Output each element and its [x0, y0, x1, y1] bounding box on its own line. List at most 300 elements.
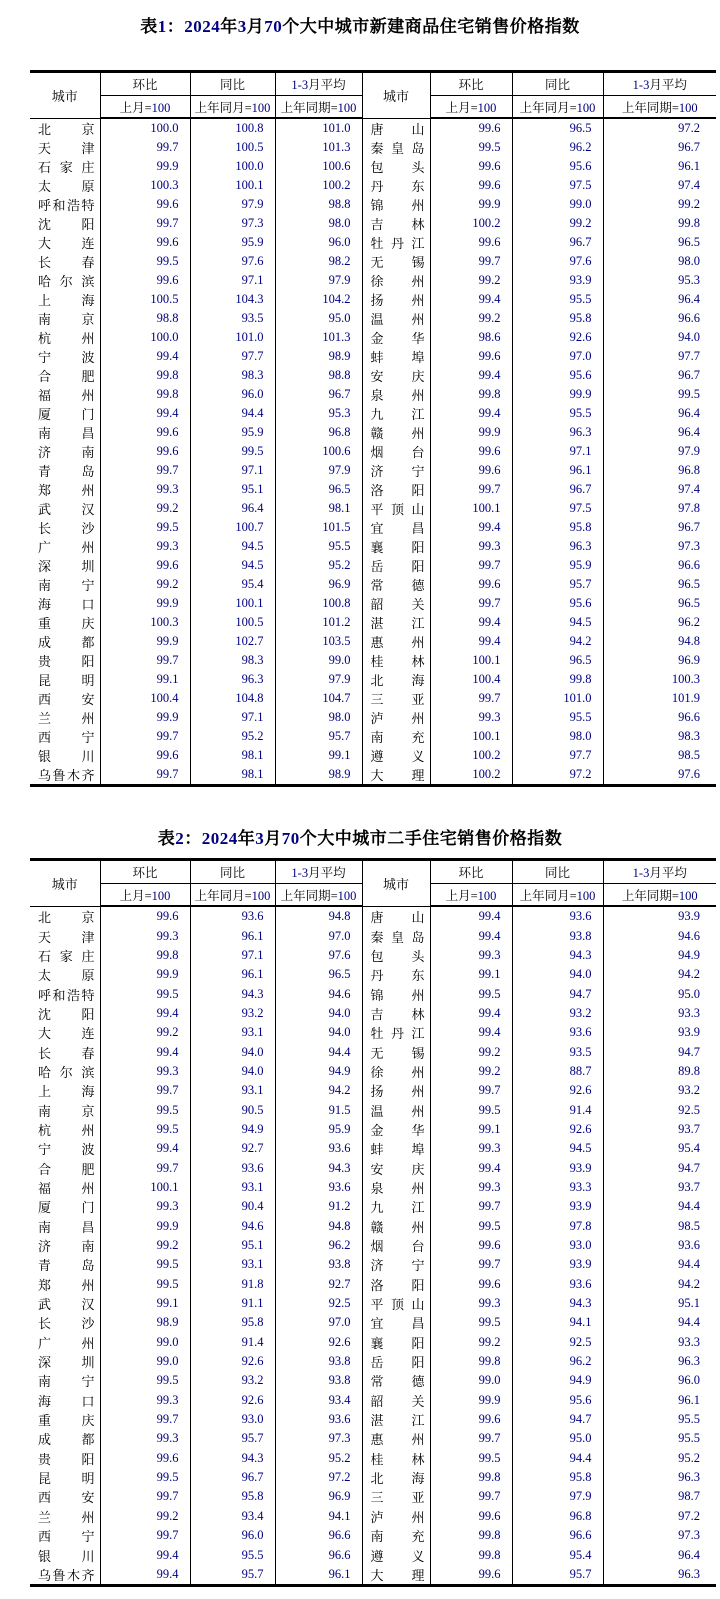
- index-value-cell: 93.3: [512, 1178, 603, 1197]
- index-value-cell: 99.6: [430, 575, 512, 594]
- index-value-cell: 95.8: [190, 1313, 275, 1332]
- city-name: 广 州: [38, 1335, 95, 1351]
- city-cell: [30, 594, 100, 613]
- city-name: 哈 尔 滨: [38, 1064, 95, 1080]
- table-row: [30, 366, 716, 385]
- column-subheader-yoy-base: 上年同月=100: [512, 96, 603, 119]
- city-cell: [30, 906, 100, 926]
- index-value-cell: 99.3: [430, 1294, 512, 1313]
- city-cell: [30, 404, 100, 423]
- index-value-cell: 99.2: [430, 1333, 512, 1352]
- city-name: 厦 门: [38, 406, 95, 422]
- city-cell: [362, 480, 430, 499]
- index-value-cell: 99.3: [100, 537, 190, 556]
- table-row: [30, 404, 716, 423]
- table-row: [30, 1120, 716, 1139]
- city-name: 上 海: [38, 292, 95, 308]
- city-name: 杭 州: [38, 1122, 95, 1138]
- index-value-cell: 96.6: [512, 1526, 603, 1545]
- index-value-cell: 99.6: [430, 1236, 512, 1255]
- city-cell: [362, 423, 430, 442]
- index-value-cell: 100.0: [100, 328, 190, 347]
- column-header-mom: 环比: [100, 72, 190, 96]
- city-name: 贵 阳: [38, 1451, 95, 1467]
- index-value-cell: 96.3: [603, 1468, 716, 1487]
- city-cell: [362, 309, 430, 328]
- city-cell: [30, 118, 100, 138]
- index-value-cell: 92.6: [512, 1081, 603, 1100]
- city-cell: [362, 1120, 430, 1139]
- city-cell: [362, 499, 430, 518]
- index-value-cell: 99.5: [430, 1100, 512, 1119]
- index-value-cell: 93.9: [603, 906, 716, 926]
- index-value-cell: 99.9: [100, 157, 190, 176]
- index-value-cell: 96.5: [603, 594, 716, 613]
- city-name: 乌 鲁 木 齐: [38, 767, 95, 783]
- index-value-cell: 90.4: [190, 1197, 275, 1216]
- city-cell: [362, 442, 430, 461]
- index-value-cell: 98.0: [603, 252, 716, 271]
- city-name: 成 都: [38, 634, 95, 650]
- index-value-cell: 94.5: [190, 556, 275, 575]
- city-cell: [30, 1526, 100, 1545]
- index-value-cell: 96.0: [190, 1526, 275, 1545]
- city-cell: [362, 1236, 430, 1255]
- index-value-cell: 104.7: [275, 689, 362, 708]
- city-name: 长 春: [38, 1045, 95, 1061]
- city-cell: [362, 537, 430, 556]
- table-row: [30, 556, 716, 575]
- index-value-cell: 93.9: [512, 1158, 603, 1177]
- index-value-cell: 99.5: [100, 1255, 190, 1274]
- index-value-cell: 99.1: [100, 1294, 190, 1313]
- index-value-cell: 96.7: [603, 366, 716, 385]
- index-value-cell: 92.7: [190, 1139, 275, 1158]
- city-cell: [362, 157, 430, 176]
- table-row: [30, 1158, 716, 1177]
- index-value-cell: 91.8: [190, 1275, 275, 1294]
- column-header-yoy: 同比: [512, 72, 603, 96]
- table-row: [30, 1313, 716, 1332]
- index-value-cell: 93.2: [512, 1004, 603, 1023]
- index-value-cell: 99.4: [430, 404, 512, 423]
- city-cell: [30, 1236, 100, 1255]
- index-value-cell: 95.6: [512, 1391, 603, 1410]
- city-name: 平 顶 山: [370, 1297, 425, 1313]
- index-value-cell: 98.1: [275, 499, 362, 518]
- index-value-cell: 93.5: [512, 1042, 603, 1061]
- city-name: 大 连: [38, 235, 95, 251]
- index-value-cell: 99.6: [100, 906, 190, 926]
- table-row: [30, 461, 716, 480]
- index-value-cell: 99.8: [100, 385, 190, 404]
- city-name: 三 亚: [370, 691, 425, 707]
- city-cell: [30, 214, 100, 233]
- index-value-cell: 99.3: [430, 946, 512, 965]
- index-value-cell: 96.0: [603, 1371, 716, 1390]
- city-cell: [30, 1333, 100, 1352]
- index-value-cell: 95.5: [512, 708, 603, 727]
- table-row: [30, 765, 716, 786]
- city-name: 西 安: [38, 1490, 95, 1506]
- index-value-cell: 94.2: [275, 1081, 362, 1100]
- city-cell: [362, 708, 430, 727]
- index-value-cell: 96.4: [190, 499, 275, 518]
- index-value-cell: 96.3: [190, 670, 275, 689]
- index-value-cell: 94.2: [603, 965, 716, 984]
- table-row: [30, 195, 716, 214]
- city-name: 深 圳: [38, 1355, 95, 1371]
- city-cell: [362, 670, 430, 689]
- city-cell: [30, 556, 100, 575]
- city-name: 扬 州: [370, 1084, 425, 1100]
- index-value-cell: 94.6: [275, 984, 362, 1003]
- index-value-cell: 97.0: [512, 347, 603, 366]
- index-value-cell: 93.1: [190, 1255, 275, 1274]
- index-value-cell: 96.6: [603, 556, 716, 575]
- index-value-cell: 100.0: [100, 118, 190, 138]
- city-cell: [30, 1371, 100, 1390]
- table-row: [30, 926, 716, 945]
- city-cell: [30, 1120, 100, 1139]
- city-cell: [30, 1100, 100, 1119]
- city-cell: [362, 1042, 430, 1061]
- index-value-cell: 93.9: [512, 1197, 603, 1216]
- index-value-cell: 104.2: [275, 290, 362, 309]
- table-row: [30, 1468, 716, 1487]
- index-value-cell: 98.3: [190, 366, 275, 385]
- index-value-cell: 99.7: [430, 480, 512, 499]
- index-value-cell: 101.3: [275, 328, 362, 347]
- table-row: [30, 423, 716, 442]
- city-name: 沈 阳: [38, 216, 95, 232]
- city-name: 武 汉: [38, 501, 95, 517]
- city-cell: [362, 1178, 430, 1197]
- city-cell: [30, 689, 100, 708]
- table-row: [30, 118, 716, 138]
- city-cell: [362, 594, 430, 613]
- table-row: [30, 1429, 716, 1448]
- index-value-cell: 99.7: [430, 594, 512, 613]
- index-value-cell: 99.5: [430, 1449, 512, 1468]
- index-value-cell: 96.1: [603, 1391, 716, 1410]
- city-name: 海 口: [38, 1393, 95, 1409]
- city-name: 九 江: [370, 406, 425, 422]
- city-name: 济 南: [38, 444, 95, 460]
- city-cell: [362, 404, 430, 423]
- city-name: 唐 山: [370, 121, 425, 137]
- index-value-cell: 99.1: [275, 746, 362, 765]
- city-cell: [362, 385, 430, 404]
- index-value-cell: 100.1: [430, 499, 512, 518]
- table-row: [30, 1139, 716, 1158]
- column-subheader-avg-base: 上年同期=100: [603, 96, 716, 119]
- index-value-cell: 99.4: [430, 290, 512, 309]
- column-header-mom: 环比: [100, 860, 190, 884]
- city-cell: [362, 1371, 430, 1390]
- index-value-cell: 99.9: [100, 594, 190, 613]
- index-value-cell: 100.4: [100, 689, 190, 708]
- city-name: 呼 和 浩 特: [38, 197, 95, 213]
- city-cell: [30, 271, 100, 290]
- city-cell: [30, 575, 100, 594]
- city-cell: [30, 1023, 100, 1042]
- index-value-cell: 92.5: [275, 1294, 362, 1313]
- index-value-cell: 99.2: [100, 1507, 190, 1526]
- index-value-cell: 97.4: [603, 176, 716, 195]
- index-value-cell: 96.7: [603, 138, 716, 157]
- city-name: 宜 昌: [370, 520, 425, 536]
- city-name: 吉 林: [370, 216, 425, 232]
- index-value-cell: 95.4: [190, 575, 275, 594]
- index-value-cell: 100.3: [100, 176, 190, 195]
- index-value-cell: 96.1: [512, 461, 603, 480]
- column-header-mom: 环比: [430, 860, 512, 884]
- table1-header: [30, 72, 716, 119]
- index-value-cell: 93.3: [603, 1004, 716, 1023]
- column-subheader-mom-base: 上月=100: [100, 884, 190, 907]
- city-name: 金 华: [370, 330, 425, 346]
- index-value-cell: 97.6: [190, 252, 275, 271]
- index-value-cell: 99.7: [100, 1526, 190, 1545]
- column-header-city: 城市: [362, 860, 430, 907]
- city-name: 青 岛: [38, 463, 95, 479]
- city-cell: [30, 1062, 100, 1081]
- index-value-cell: 99.9: [100, 632, 190, 651]
- index-value-cell: 96.3: [603, 1352, 716, 1371]
- city-name: 北 海: [370, 1471, 425, 1487]
- index-value-cell: 96.1: [190, 965, 275, 984]
- city-cell: [30, 442, 100, 461]
- city-cell: [30, 1294, 100, 1313]
- index-value-cell: 98.1: [190, 746, 275, 765]
- index-value-cell: 93.8: [275, 1352, 362, 1371]
- index-value-cell: 98.3: [603, 727, 716, 746]
- table-row: [30, 1391, 716, 1410]
- index-value-cell: 100.2: [430, 746, 512, 765]
- index-value-cell: 96.2: [512, 1352, 603, 1371]
- city-name: 常 德: [370, 1374, 425, 1390]
- index-value-cell: 99.2: [430, 1062, 512, 1081]
- table-row: [30, 1042, 716, 1061]
- index-value-cell: 94.4: [275, 1042, 362, 1061]
- city-name: 西 宁: [38, 729, 95, 745]
- index-value-cell: 97.2: [275, 1468, 362, 1487]
- index-value-cell: 96.7: [512, 480, 603, 499]
- city-name: 襄 阳: [370, 1335, 425, 1351]
- index-value-cell: 99.4: [430, 1023, 512, 1042]
- index-value-cell: 99.4: [430, 1158, 512, 1177]
- city-cell: [362, 1391, 430, 1410]
- index-value-cell: 95.9: [512, 556, 603, 575]
- index-value-cell: 99.9: [100, 965, 190, 984]
- index-value-cell: 94.0: [190, 1042, 275, 1061]
- index-value-cell: 96.4: [603, 423, 716, 442]
- city-cell: [362, 1313, 430, 1332]
- city-cell: [362, 1023, 430, 1042]
- city-cell: [362, 347, 430, 366]
- index-value-cell: 98.5: [603, 1217, 716, 1236]
- table-row: [30, 252, 716, 271]
- city-name: 泸 州: [370, 1509, 425, 1525]
- index-value-cell: 99.9: [100, 708, 190, 727]
- index-value-cell: 97.1: [190, 271, 275, 290]
- index-value-cell: 99.9: [430, 1391, 512, 1410]
- index-value-cell: 91.1: [190, 1294, 275, 1313]
- city-name: 上 海: [38, 1084, 95, 1100]
- index-value-cell: 99.2: [100, 575, 190, 594]
- city-cell: [362, 176, 430, 195]
- column-header-city: 城市: [362, 72, 430, 119]
- index-value-cell: 98.0: [512, 727, 603, 746]
- index-value-cell: 100.8: [190, 118, 275, 138]
- index-value-cell: 92.5: [512, 1333, 603, 1352]
- index-value-cell: 100.1: [100, 1178, 190, 1197]
- index-value-cell: 95.2: [275, 556, 362, 575]
- index-value-cell: 99.5: [430, 1313, 512, 1332]
- table1-body: [30, 118, 716, 785]
- city-cell: [362, 632, 430, 651]
- index-value-cell: 97.9: [275, 670, 362, 689]
- city-cell: [30, 746, 100, 765]
- index-value-cell: 94.4: [512, 1449, 603, 1468]
- table-row: [30, 1081, 716, 1100]
- city-cell: [30, 1275, 100, 1294]
- index-value-cell: 100.5: [190, 613, 275, 632]
- index-value-cell: 95.1: [190, 1236, 275, 1255]
- column-subheader-avg-base: 上年同期=100: [275, 96, 362, 119]
- city-cell: [362, 271, 430, 290]
- index-value-cell: 94.0: [275, 1004, 362, 1023]
- index-value-cell: 96.1: [190, 926, 275, 945]
- index-value-cell: 94.4: [603, 1255, 716, 1274]
- city-cell: [362, 1565, 430, 1586]
- index-value-cell: 100.1: [190, 176, 275, 195]
- index-value-cell: 96.2: [603, 613, 716, 632]
- index-value-cell: 99.3: [100, 1391, 190, 1410]
- index-value-cell: 98.0: [275, 214, 362, 233]
- column-header-avg: 1-3月平均: [275, 72, 362, 96]
- index-value-cell: 94.8: [603, 632, 716, 651]
- city-name: 郑 州: [38, 482, 95, 498]
- index-value-cell: 97.1: [190, 946, 275, 965]
- index-value-cell: 99.6: [430, 233, 512, 252]
- index-value-cell: 94.9: [275, 1062, 362, 1081]
- city-cell: [30, 157, 100, 176]
- index-value-cell: 100.2: [430, 765, 512, 786]
- table-row: [30, 1023, 716, 1042]
- city-cell: [362, 765, 430, 786]
- city-name: 南 宁: [38, 1374, 95, 1390]
- index-value-cell: 96.3: [512, 423, 603, 442]
- table-row: [30, 689, 716, 708]
- city-cell: [30, 176, 100, 195]
- index-value-cell: 93.7: [603, 1178, 716, 1197]
- index-value-cell: 99.6: [100, 423, 190, 442]
- index-value-cell: 90.5: [190, 1100, 275, 1119]
- index-value-cell: 101.9: [603, 689, 716, 708]
- index-value-cell: 99.7: [430, 1487, 512, 1506]
- table2-body: [30, 906, 716, 1586]
- index-value-cell: 100.3: [100, 613, 190, 632]
- city-cell: [30, 252, 100, 271]
- index-value-cell: 99.7: [100, 1487, 190, 1506]
- index-value-cell: 95.2: [603, 1449, 716, 1468]
- index-value-cell: 97.5: [512, 499, 603, 518]
- index-value-cell: 96.8: [275, 423, 362, 442]
- index-value-cell: 97.9: [275, 271, 362, 290]
- index-value-cell: 91.4: [190, 1333, 275, 1352]
- city-cell: [30, 233, 100, 252]
- index-value-cell: 97.6: [275, 946, 362, 965]
- index-value-cell: 99.7: [100, 461, 190, 480]
- index-value-cell: 99.8: [512, 670, 603, 689]
- column-header-avg: 1-3月平均: [603, 72, 716, 96]
- index-value-cell: 99.6: [100, 271, 190, 290]
- city-name: 包 头: [370, 948, 425, 964]
- table-row: [30, 271, 716, 290]
- index-value-cell: 95.1: [603, 1294, 716, 1313]
- index-value-cell: 96.5: [603, 575, 716, 594]
- index-value-cell: 100.4: [430, 670, 512, 689]
- city-cell: [362, 1507, 430, 1526]
- city-name: 徐 州: [370, 1064, 425, 1080]
- index-value-cell: 96.1: [603, 157, 716, 176]
- column-header-yoy: 同比: [190, 860, 275, 884]
- index-value-cell: 93.1: [190, 1081, 275, 1100]
- index-value-cell: 94.2: [512, 632, 603, 651]
- index-value-cell: 93.9: [603, 1023, 716, 1042]
- city-cell: [30, 461, 100, 480]
- city-name: 呼 和 浩 特: [38, 987, 95, 1003]
- city-name: 重 庆: [38, 615, 95, 631]
- index-value-cell: 99.7: [100, 727, 190, 746]
- city-cell: [362, 1449, 430, 1468]
- index-value-cell: 94.2: [603, 1275, 716, 1294]
- index-value-cell: 93.9: [512, 1255, 603, 1274]
- city-cell: [362, 613, 430, 632]
- city-cell: [30, 926, 100, 945]
- index-value-cell: 99.4: [430, 1004, 512, 1023]
- city-name: 大 理: [370, 1567, 425, 1583]
- city-cell: [30, 1410, 100, 1429]
- index-value-cell: 99.8: [430, 1468, 512, 1487]
- index-value-cell: 93.6: [512, 1023, 603, 1042]
- city-name: 北 京: [38, 909, 95, 925]
- index-value-cell: 99.4: [430, 632, 512, 651]
- index-value-cell: 96.2: [512, 138, 603, 157]
- column-subheader-mom-base: 上月=100: [430, 884, 512, 907]
- table-row: [30, 1062, 716, 1081]
- column-header-avg: 1-3月平均: [603, 860, 716, 884]
- city-name: 宜 昌: [370, 1316, 425, 1332]
- table-row: [30, 575, 716, 594]
- index-value-cell: 99.4: [100, 404, 190, 423]
- column-subheader-yoy-base: 上年同月=100: [512, 884, 603, 907]
- index-value-cell: 97.9: [512, 1487, 603, 1506]
- city-name: 青 岛: [38, 1258, 95, 1274]
- index-value-cell: 92.6: [190, 1352, 275, 1371]
- city-cell: [30, 1507, 100, 1526]
- index-value-cell: 99.7: [100, 1158, 190, 1177]
- index-value-cell: 99.3: [100, 1197, 190, 1216]
- city-cell: [362, 946, 430, 965]
- city-name: 常 德: [370, 577, 425, 593]
- city-name: 温 州: [370, 311, 425, 327]
- index-value-cell: 99.7: [100, 765, 190, 786]
- index-value-cell: 100.3: [603, 670, 716, 689]
- city-cell: [30, 1391, 100, 1410]
